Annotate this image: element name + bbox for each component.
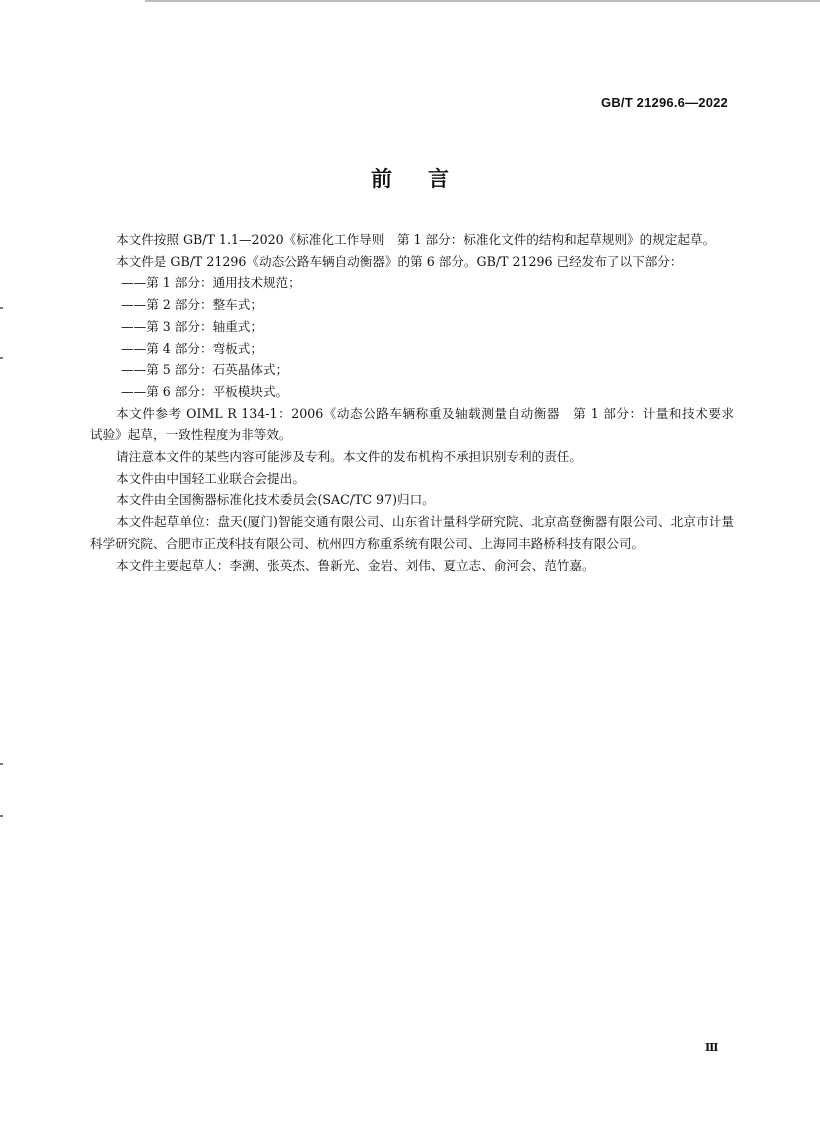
paragraph-drafting-units: 本文件起草单位：盘天(厦门)智能交通有限公司、山东省计量科学研究院、北京高登衡器有限公司、北京市计量科学研究院、合肥市正茂科技有限公司、杭州四方称重系统有限公司、上海同丰路桥科技有限公司。: [90, 514, 734, 551]
part-list-item-5: ——第 5 部分：石英晶体式；: [121, 362, 289, 378]
part-list-item-4: ——第 4 部分：弯板式；: [121, 340, 263, 356]
page-title: [0, 163, 820, 193]
foreword-body: [90, 229, 747, 576]
paragraph-drafters: 本文件主要起草人：李溯、张英杰、鲁新光、金岩、刘伟、夏立志、俞河会、范竹嘉。: [116, 557, 595, 573]
title-char-2: 言: [428, 167, 449, 191]
top-border-line: [145, 0, 820, 2]
paragraph-patent-notice: 请注意本文件的某些内容可能涉及专利。本文件的发布机构不承担识别专利的责任。: [116, 449, 582, 465]
scan-edge-mark: [0, 307, 3, 309]
scan-edge-mark: [0, 357, 3, 359]
paragraph-series-intro: 本文件是 GB/T 21296《动态公路车辆自动衡器》的第 6 部分。GB/T 21296 已经发布了以下部分：: [116, 253, 683, 269]
paragraph-committee: 本文件由全国衡器标准化技术委员会(SAC/TC 97)归口。: [116, 492, 435, 508]
scan-edge-mark: [0, 815, 3, 817]
part-list-item-1: ——第 1 部分：通用技术规范；: [121, 275, 301, 291]
part-list-item-3: ——第 3 部分：轴重式；: [121, 318, 263, 334]
paragraph-drafting-rules: 本文件按照 GB/T 1.1—2020《标准化工作导则 第 1 部分：标准化文件的结构和起草规则》的规定起草。: [116, 232, 716, 247]
paragraph-proposer: 本文件由中国轻工业联合会提出。: [116, 470, 305, 486]
title-char-1: 前: [371, 167, 392, 191]
paragraph-reference: 本文件参考 OIML R 134-1：2006《动态公路车辆称重及轴载测量自动衡器 第 1 部分：计量和技术要求 试验》起草，一致性程度为非等效。: [90, 405, 747, 443]
part-list-item-2: ——第 2 部分：整车式；: [121, 297, 263, 313]
standard-code: GB/T 21296.6—2022: [601, 95, 728, 110]
scan-edge-mark: [0, 763, 3, 765]
page-number: Ⅲ: [705, 1041, 719, 1054]
part-list-item-6: ——第 6 部分：平板模块式。: [121, 383, 289, 399]
